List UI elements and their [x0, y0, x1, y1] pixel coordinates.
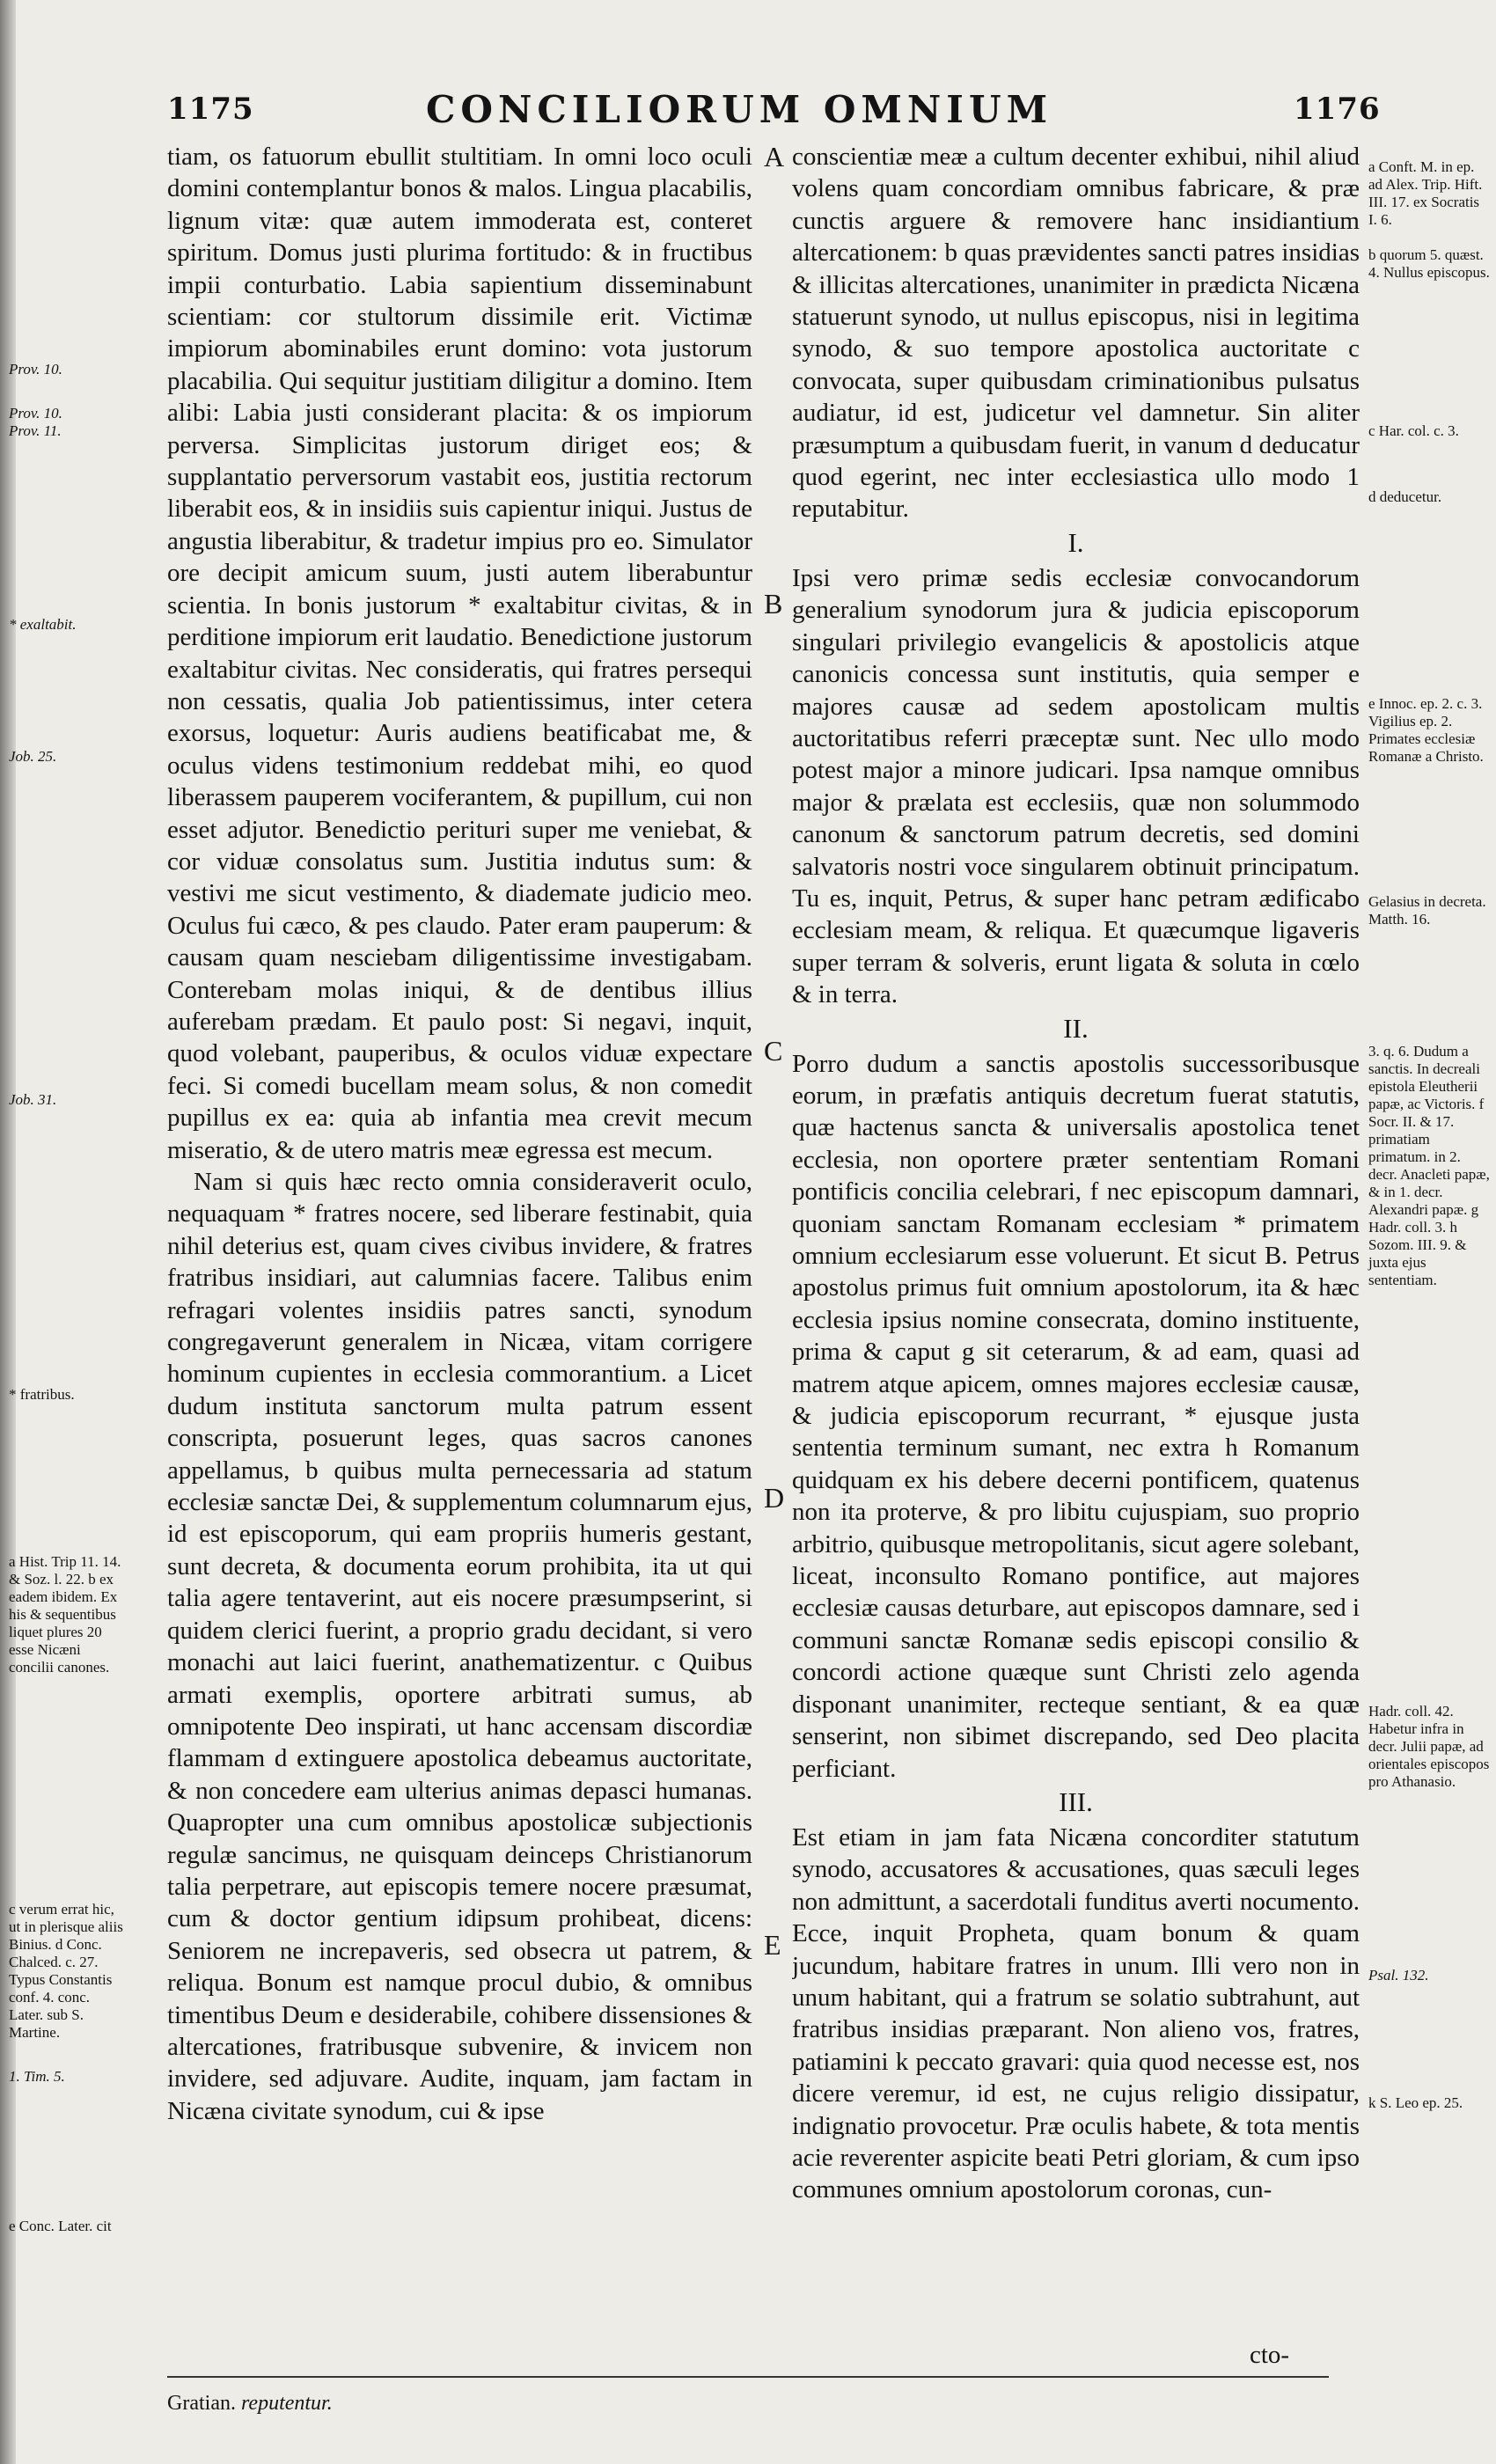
page-number-right: 1176 — [1294, 92, 1381, 127]
margin-note: * fratribus. — [9, 1386, 75, 1403]
margin-note: Gelasius in decreta. Matth. 16. — [1368, 893, 1486, 928]
margin-note: Hadr. coll. 42. Habetur infra in decr. Julii papæ, ad orientales episcopos pro Athanasio. — [1368, 1703, 1490, 1790]
margin-note: Job. 25. — [9, 748, 57, 765]
section-letter: B — [764, 588, 783, 620]
left-column — [167, 141, 752, 2323]
running-head — [167, 88, 1382, 141]
section-letter: A — [764, 141, 785, 172]
section-letter: C — [764, 1035, 783, 1067]
margin-note: a Hist. Trip 11. 14. & Soz. l. 22. b ex eadem ibidem. Ex his & sequentibus liquet plures 20 esse Nicæni concilii canones. — [9, 1553, 121, 1676]
margin-note: Prov. 10. — [9, 405, 62, 422]
paragraph: Ipsi vero primæ sedis ecclesiæ convocandorum generalium synodorum jura & judicia episcoporum singulari privilegio evangelicis & apostolicis atque canonicis concessa sunt institutis, quia semper e majores causæ ad sedem apostolicam multis auctoritatibus referri præceptæ sunt. Nec ullo modo potest major a minore judicari. Ipsa namque omnibus major & prælata est ecclesiis, quæ non solummodo canonum & sanctorum patrum decretis, sed domini salvatoris nostri voce singularem obtinuit principatum. Tu es, inquit, Petrus, & super hanc petram ædificabo ecclesiam meam, & reliqua. Et quæcumque ligaveris super terram & solveris, erunt ligata & soluta in cœlo & in terra. — [792, 563, 1360, 1009]
margin-note: Psal. 132. — [1368, 1967, 1429, 1984]
margin-note: b quorum 5. quæst. 4. Nullus episcopus. — [1368, 246, 1490, 281]
footnote-rule — [167, 2376, 1329, 2378]
section-letter: E — [764, 1929, 781, 1961]
section-numeral: III. — [1059, 1786, 1093, 1817]
margin-note: Job. 31. — [9, 1091, 57, 1108]
paragraph: tiam, os fatuorum ebullit stultitiam. In omni loco oculi domini contemplantur bonos & malos. Lingua placabilis, lignum vitæ: quæ autem immoderata est, conteret spiritum. Domus justi plurima fortitudo: & in fructibus impii conturbatio. Labia sapientium disseminabunt scientiam: cor stultorum dissimile erit. Victimæ impiorum abominabiles erunt domino: vota justorum placabilia. Qui sequitur justitiam diligitur a domino. Item alibi: Labia justi considerant placita: & os impiorum perversa. Simplicitas justorum diriget eos; & supplantatio perversorum vastabit eos, justitia rectorum liberabit eos, & in insidiis suis capientur iniqui. Justus de angustia liberabitur, & tradetur impius pro eo. Simulator ore decipit amicum suum, justi autem liberabuntur scientia. In bonis justorum * exaltabitur civitas, & in perditione impiorum erit laudatio. Benedictione justorum exaltabitur civitas. Nec consideratis, qui fratres persequi non cessatis, qualia Job patientissimus, inter cetera exorsus, loquetur: Auris audiens beatificabat me, & oculus videns testimonium reddebat mihi, eo quod liberassem pauperem vociferantem, & pupillum, cui non esset adjutor. Benedictio perituri super me veniebat, & cor viduæ consolatus sum. Justitia indutus sum: & vestivi me sicut vestimento, & diademate judicio meo. Oculus fui cæco, & pes claudo. Pater eram pauperum: & causam quam nesciebam diligentissime investigabam. Conterebam molas iniqui, & de dentibus illius auferebam prædam. Et paulo post: Si negavi, inquit, quod volebant, pauperibus, & oculos viduæ expectare feci. Si comedi bucellam meam solus, & non comedit pupillus ex ea: quia ab infantia mea crevit mecum miseratio, & de utero matris meæ egressa est mecum. — [167, 143, 752, 1164]
left-margin-notes — [0, 141, 123, 2323]
paragraph: Est etiam in jam fata Nicæna concorditer statutum synodo, accusatores & accusationes, quas sæculi leges non admittunt, a sacerdotali funditus averti nocumento. Ecce, inquit Propheta, quam bonum & quam jucundum, habitare fratres in unum. Illi vero non in unum habitant, qui a fratrum se solatio subtrahunt, aut fratribus insidias præparant. Non alieno vos, fratres, patiamini k peccato gravari: quia quod necesse est, nos dicere veremur, id est, ne cujus religio dissipatur, indignatio provocetur. Præ oculis habete, & tota mentis acie reverenter aspicite beati Petri gloriam, & cum ipso communes omnium apostolorum coronas, cun- — [792, 1822, 1360, 2204]
paragraph: Nam si quis hæc recto omnia consideraverit oculo, nequaquam * fratres nocere, sed liberare festinabit, quia nihil deterius est, quam cives civibus invidere, & fratres fratribus insidiari, aut calumnias facere. Talibus enim refragari volentes insidiis patres sancti, synodum congregaverunt generalem in Nicæa, vitam corrigere hominum cupientes in ecclesia commorantium. a Licet dudum instituta sanctorum multa patrum essent conscripta, posuerunt leges, quas sacros canones appellamus, b quibus multa pernecessaria ad statum ecclesiæ sanctæ Dei, & supplementum columnarum ejus, id est episcoporum, qui eam propriis humeris gestant, sunt decreta, & documenta eorum prohibita, ita ut qui talia agere tentaverint, aut eis nocere præsumpserint, si quidem clerici fuerint, a proprio gradu decidant, si vero monachi aut laici fuerint, anathematizentur. c Quibus armati exemplis, oportere arbitrati sumus, ab omnipotente Deo inspirati, ut hanc accensam discordiæ flammam d extinguere apostolica debeamus auctoritate, & non concedere eam ulterius animas depasci humanas. Quapropter una cum omnibus apostolicæ subjectionis regulæ sancimus, ne quisquam deinceps Christianorum talia perpetrare, aut episcopis temere nocere præsumat, cum & doctor gentium idipsum prohibeat, dicens: Seniorem ne increpaveris, sed obsecra ut patrem, & reliqua. Bonum est namque procul dubio, & omnibus timentibus Deum e desiderabile, cohibere dissensiones & altercationes, fratribusque subvenire, & invicem non invidere, sed adjuvare. Audite, inquam, jam factam in Nicæna civitate synodum, cui & ipse — [167, 1168, 752, 2125]
margin-note: e Conc. Later. cit — [9, 2218, 112, 2234]
margin-note: c Har. col. c. 3. — [1368, 422, 1459, 439]
footnote-label: Gratian. — [167, 2392, 236, 2415]
margin-note: c verum errat hic, ut in plerisque aliis Binius. d Conc. Chalced. c. 27. Typus Constantis conf. 4. conc. Later. sub S. Martine. — [9, 1901, 123, 2041]
section-numeral: I. — [1067, 526, 1084, 558]
page-title: CONCILIORUM OMNIUM — [425, 88, 1053, 131]
margin-note: 1. Tim. 5. — [9, 2068, 65, 2085]
page-number-left: 1175 — [167, 92, 254, 127]
margin-note: k S. Leo ep. 25. — [1368, 2094, 1463, 2111]
margin-note: Prov. 11. — [9, 422, 62, 439]
footnote — [167, 2392, 333, 2416]
margin-note: * exaltabit. — [9, 616, 77, 633]
right-margin-notes — [1368, 141, 1496, 2323]
section-numeral: II. — [1063, 1012, 1089, 1044]
section-letter: D — [764, 1482, 785, 1514]
paragraph: Porro dudum a sanctis apostolis successoribusque eorum, in præfatis antiquis decretum fuerat statutis, quæ hactenus sancta & universalis apostolica tenet ecclesia, non oportere præter sententiam Romani pontificis concilia celebrari, f nec episcopum damnari, quoniam sanctam Romanam ecclesiam * primatem omnium ecclesiarum esse voluerunt. Et sicut B. Petrus apostolus primus fuit omnium apostolorum, ita & hæc ecclesia ipsius nomine consecrata, domino instituente, prima & caput g sit ceterarum, & ad eam, quasi ad matrem atque apicem, omnes majores ecclesiæ causæ, & judicia episcoporum recurrant, * ejusque justa sententia terminum sumant, nec extra h Romanum quidquam ex his debere decerni pontificem, quatenus non ita proterve, & pro libitu cujuspiam, suo proprio arbitrio, quibusque metropolitanis, sicut agere solebant, liceat, inconsulto Romano pontifice, aut majores ecclesiæ causas deturbare, aut episcopos damnare, sed i communi sanctæ Romanæ sedis episcopi consilio & concordi actione quæque sunt Christi zelo agenda disponant unanimiter, recteque sentiant, & ea quæ senserint, non sibimet discrepando, sed Deo placita perficiant. — [792, 1049, 1360, 1783]
margin-note: 3. q. 6. Dudum a sanctis. In decreali epistola Eleutherii papæ, ac Victoris. f Socr. II. & 17. primatiam primatum. in 2. decr. Anacleti papæ, & in 1. decr. Alexandri papæ. g Hadr. coll. 3. h Sozom. III. 9. & juxta ejus sententiam. — [1368, 1043, 1490, 1288]
margin-note: a Conft. M. in ep. ad Alex. Trip. Hift. III. 17. ex Socratis I. 6. — [1368, 158, 1483, 228]
footnote-text: reputentur. — [240, 2392, 333, 2415]
margin-note: d deducetur. — [1368, 488, 1442, 505]
catchword: cto- — [1250, 2341, 1290, 2369]
margin-note: Prov. 10. — [9, 361, 62, 378]
margin-note: e Innoc. ep. 2. c. 3. Vigilius ep. 2. Primates ecclesiæ Romanæ a Christo. — [1368, 695, 1484, 765]
paragraph: conscientiæ meæ a cultum decenter exhibui, nihil aliud volens quam concordiam omnibus fabricare, & præ cunctis arguere & removere hanc insidiantium altercationem: b quas prævidentes sancti patres insidias & illicitas altercationes, unanimiter in prædicta Nicæna statuerunt synodo, ut nullus episcopus, nisi in legitima synodo, & suo tempore apostolica auctoritate c convocata, super quibusdam criminationibus pulsatus audiatur, id est, judicetur vel damnetur. Sin aliter præsumptum a quibusdam fuerit, in vanum d deducatur quod egerint, nec inter ecclesiastica ullo modo 1 reputabitur. — [792, 143, 1360, 524]
right-column — [792, 141, 1360, 2323]
